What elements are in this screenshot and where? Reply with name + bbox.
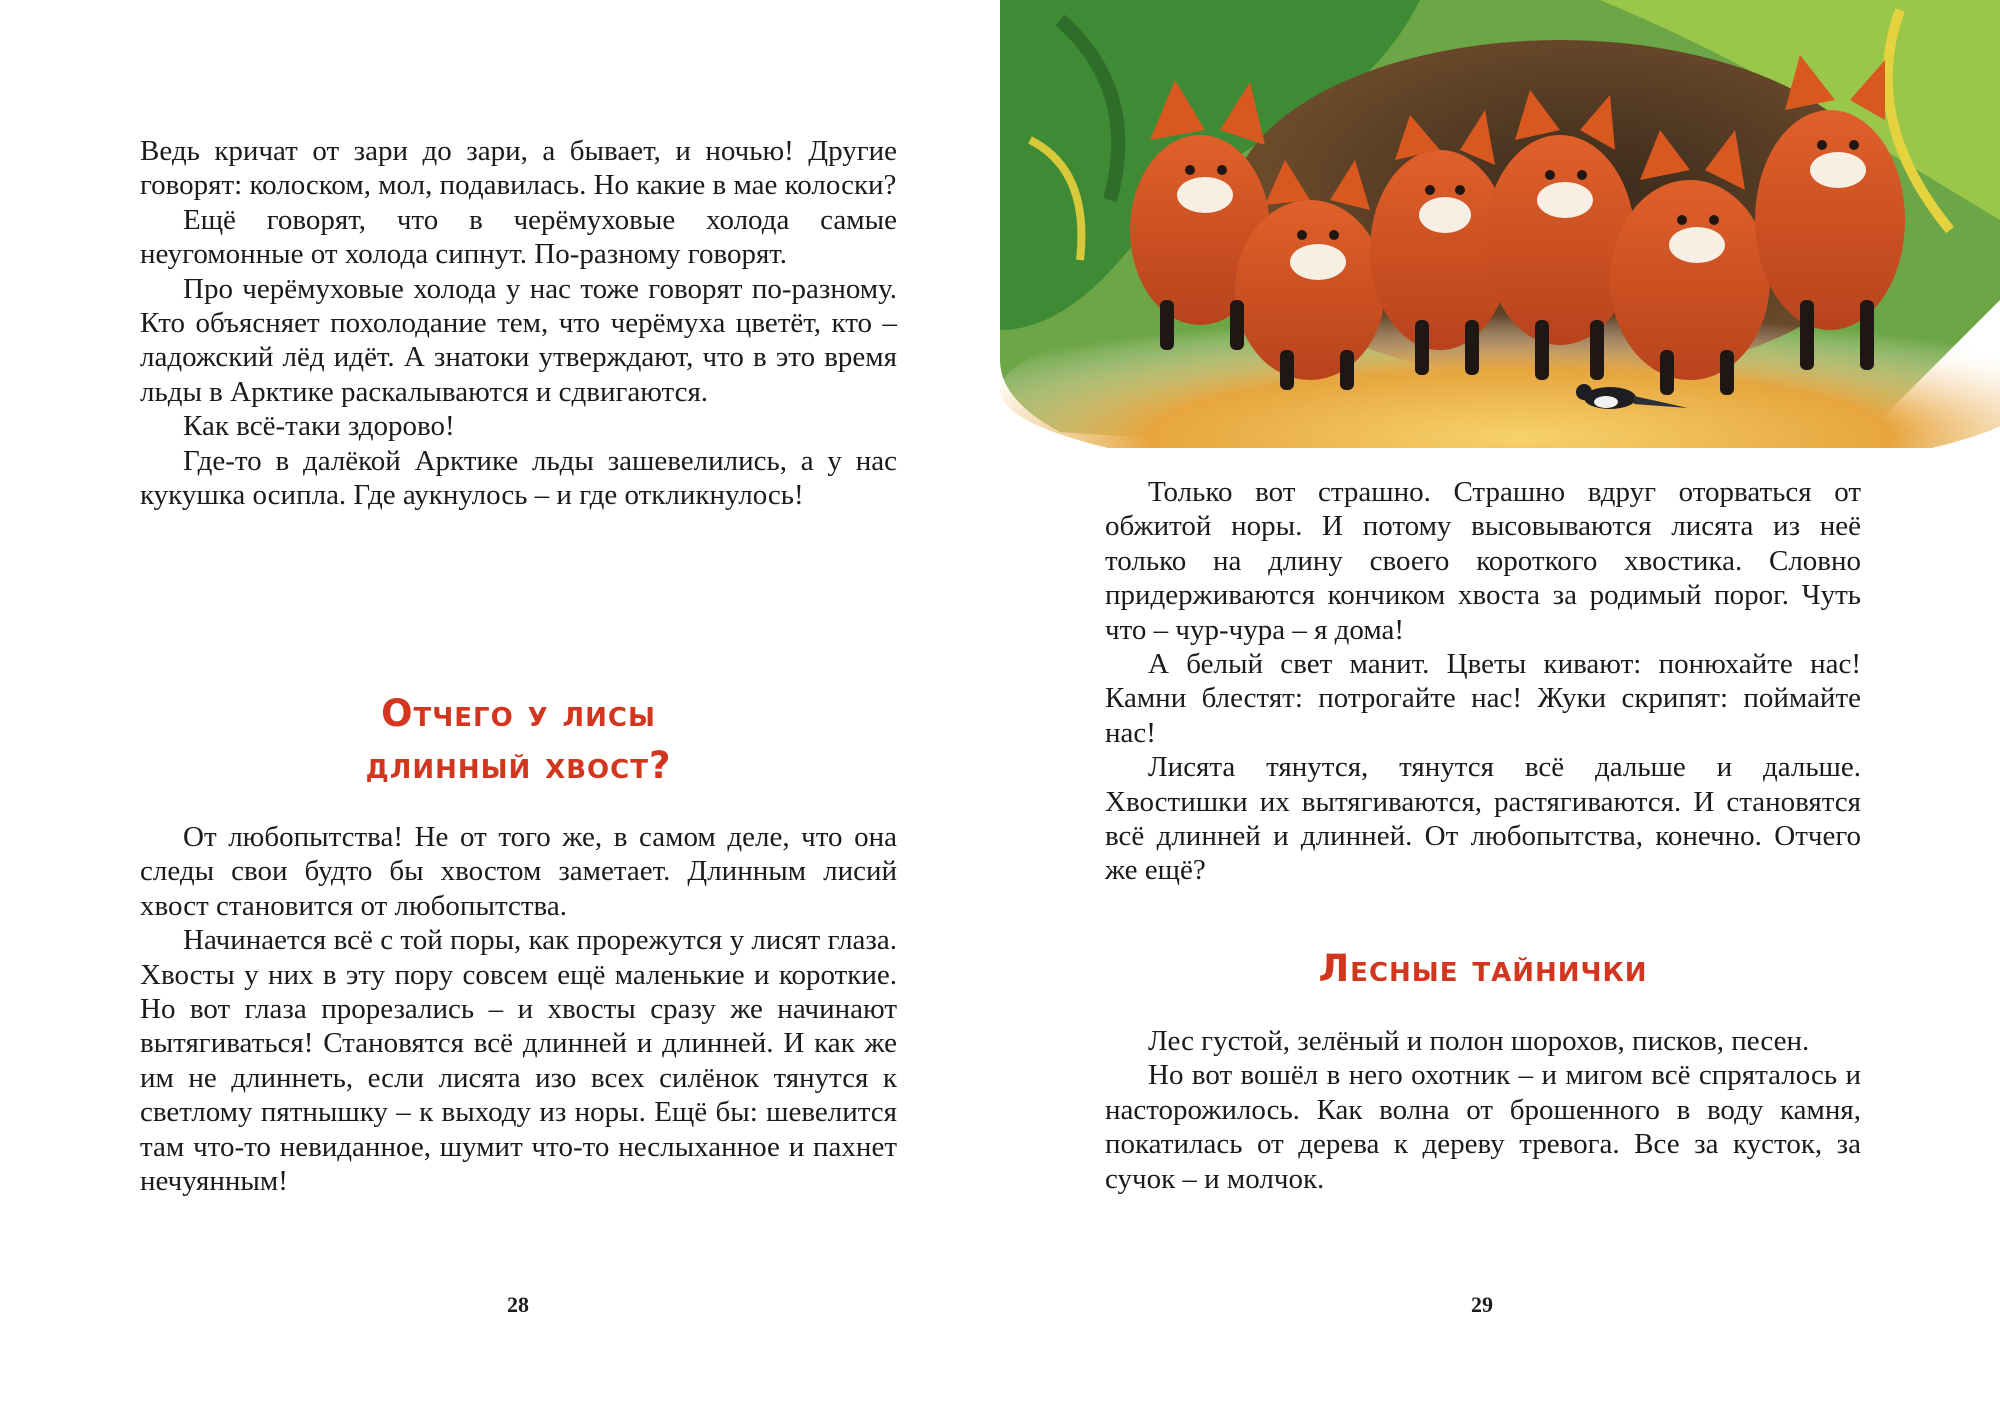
paragraph: Как всё-таки здорово!	[183, 410, 455, 443]
paragraph: А белый свет манит. Цветы кивают: понюхайте нас! Камни блестят: потрогайте нас! Жуки скрипят: поймайте нас!	[1105, 648, 1861, 749]
paragraph: Ведь кричат от зари до зари, а бывает, и ночью! Другие говорят: колоском, мол, подавилась. Но какие в мае колоски?	[140, 135, 897, 202]
paragraph: Только вот страшно. Страшно вдруг оторваться от обжитой норы. И потому высовываются лисята из неё только на длину своего короткого хвостика. Словно придерживаются кончиком хвоста за родимый порог. Чуть что – чур-чура – я дома!	[1105, 476, 1861, 646]
right-bottom-text	[1105, 1024, 1861, 1196]
heading-line: Отчего у лисы	[381, 692, 656, 735]
paragraph: Лес густой, зелёный и полон шорохов, писков, песен.	[1148, 1025, 1810, 1057]
chapter-heading-forest: Лесные тайнички	[1318, 947, 1648, 990]
page-number: 29	[1471, 1292, 1493, 1317]
paragraph: Про черёмуховые холода у нас тоже говорят по-разному. Кто объясняет похолодание тем, что черёмуха цветёт, кто – ладожский лёд идёт. А знатоки утверждают, что в это время льды в Арктике раскалываются и сдвигаются.	[140, 272, 897, 408]
paragraph: Но вот вошёл в него охотник – и мигом всё спряталось и насторожилось. Как волна от брошенного в воду камня, покатилась от дерева к дереву тревога. Все за кусток, за сучок – и молчок.	[1105, 1059, 1861, 1195]
paragraph: От любопытства! Не от того же, в самом деле, что она следы свои будто бы хвостом заметает. Длинным лисий хвост становится от любопытства.	[140, 821, 897, 922]
paragraph: Ещё говорят, что в черёмуховые холода самые неугомонные от холода сипнут. По-разному говорят.	[140, 203, 897, 271]
paragraph: Начинается всё с той поры, как прорежутся у лисят глаза. Хвосты у них в эту пору совсем ещё маленькие и короткие. Но вот глаза прорезались – и хвосты сразу же начинают вытягиваться! Становятся всё длинней и длинней. И как же им не длиннеть, если лисята изо всех силёнок тянутся к светлому пятнышку – к выходу из норы. Ещё бы: шевелится там что-то невиданное, шумит что-то неслыханное и пахнет нечуянным!	[140, 924, 897, 1198]
right-page	[1000, 0, 2000, 1424]
paragraph: Где-то в далёкой Арктике льды зашевелились, а у нас кукушка осипла. Где аукнулось – и где откликнулось!	[140, 444, 897, 512]
left-bottom-text	[140, 820, 897, 1198]
chapter-heading-fox	[140, 688, 897, 792]
right-top-text	[1105, 475, 1861, 888]
fox-cubs-illustration	[1000, 0, 2000, 448]
page-number: 28	[507, 1292, 529, 1317]
heading-line: длинный хвост?	[365, 744, 672, 787]
left-top-text	[140, 134, 897, 512]
paragraph: Лисята тянутся, тянутся всё дальше и дальше. Хвостишки их вытягиваются, растягиваются. И становятся всё длинней и длинней. От любопытства, конечно. Отчего же ещё?	[1105, 751, 1861, 887]
